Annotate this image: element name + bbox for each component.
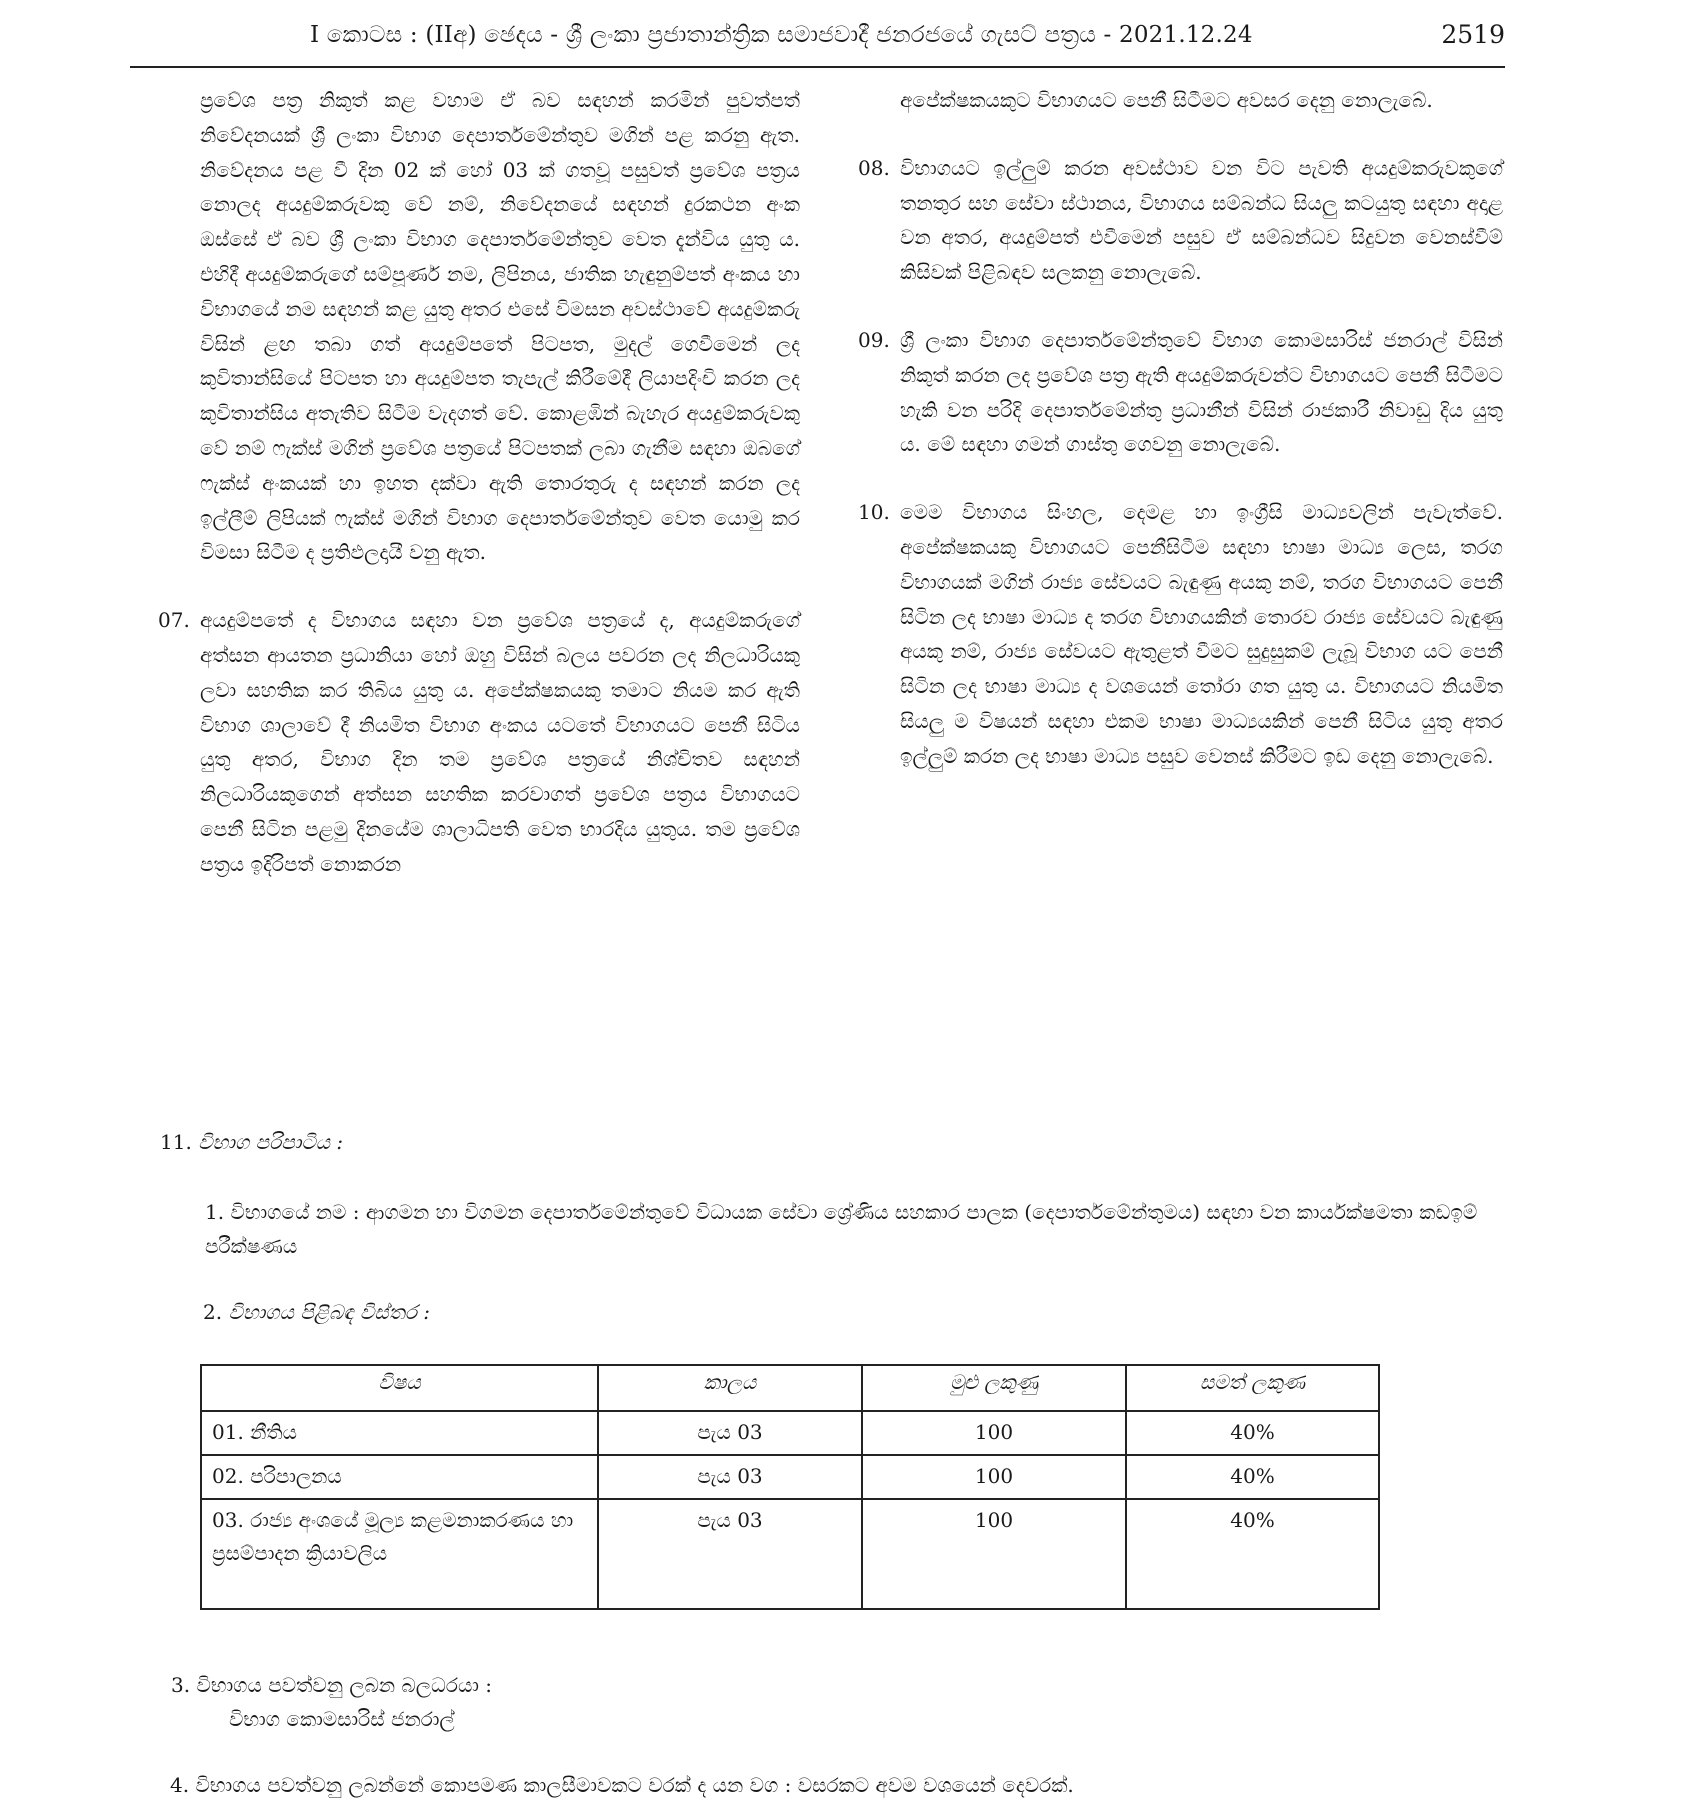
paragraph-07 (158, 603, 800, 881)
paragraph-09 (858, 323, 1503, 462)
cell-duration: පැය 03 (598, 1411, 862, 1455)
cell-subject: 02. පරිපාලනය (201, 1455, 598, 1499)
paragraph-text: ශ්‍රී ලංකා විභාග දෙපාර්තමේන්තුවේ විභාග කොමසාරිස් ජනරාල් විසින් නිකුත් කරන ලද ප්‍රවේශ පත්‍ර ඇති අයදුම්කරුවන්ට විභාගයට පෙනී සිටීමට හැකි වන පරිදි දෙපාර්තමේන්තු ප්‍රධානීන් විසින් රාජකාරී නිවාඩු දිය යුතු ය. මේ සඳහා ගමන් ගාස්තු ගෙවනු නොලැබේ. (900, 327, 1503, 457)
right-column (858, 83, 1503, 774)
left-column (158, 83, 800, 882)
column-header-pass-mark: සමත් ලකුණ (1126, 1365, 1379, 1411)
paragraph-10 (858, 495, 1503, 773)
item-exam-details (203, 1295, 1203, 1329)
section-11-heading (160, 1125, 1510, 1159)
cell-total-marks: 100 (862, 1499, 1126, 1609)
section-title: විභාග පරිපාටිය : (198, 1130, 344, 1154)
column-header-subject: විෂය (201, 1365, 598, 1411)
header-divider (130, 66, 1505, 68)
item-number: 1. (205, 1200, 225, 1224)
table-row (201, 1411, 1379, 1455)
paragraph-number: 07. (158, 608, 190, 633)
cell-duration: පැය 03 (598, 1499, 862, 1609)
cell-subject: 01. නීතිය (201, 1411, 598, 1455)
cell-pass-mark: 40% (1126, 1455, 1379, 1499)
item-number: 4. (170, 1773, 190, 1797)
table-row (201, 1455, 1379, 1499)
item-label: විභාගය පවත්වනු ලබන බලධරයා : (196, 1673, 493, 1697)
cell-duration: පැය 03 (598, 1455, 862, 1499)
item-exam-authority (171, 1668, 1471, 1736)
paragraph-number: 10. (858, 500, 890, 525)
page-number: 2519 (1441, 20, 1505, 49)
section-number: 11. (160, 1130, 192, 1154)
item-heading: විභාගය පිළිබඳ විස්තර : (228, 1300, 431, 1324)
exam-subjects-table (200, 1364, 1380, 1610)
cell-total-marks: 100 (862, 1411, 1126, 1455)
paragraph-text: අයදුම්පතේ ද විභාගය සඳහා වන ප්‍රවේශ පත්‍රයේ ද, අයදුම්කරුගේ අත්සන ආයතන ප්‍රධානියා හෝ ඔහු විසින් බලය පවරන ලද නිලධාරියකු ලවා සහතික කර තිබිය යුතු ය. අපේක්ෂකයකු තමාට නියම කර ඇති විභාග ශාලාවේ දී නියමිත විභාග අංකය යටතේ විභාගයට පෙනී සිටිය යුතු අතර, විභාග දින තම ප්‍රවේශ පත්‍රයේ නිශ්චිතව සඳහන් නිලධාරියකුගෙන් අත්සන සහතික කරවාගත් ප්‍රවේශ පත්‍රය විභාගයට පෙනී සිටින පළමු දිනයේම ශාලාධිපති වෙත භාරදිය යුතුය. තම ප්‍රවේශ පත්‍රය ඉදිරිපත් නොකරන (200, 608, 800, 876)
gazette-header-title: I කොටස : (IIඅ) ඡෙදය - ශ්‍රී ලංකා ප්‍රජාතාන්ත්‍රික සමාජවාදී ජනරජයේ ගැසට් පත්‍රය - 2021.12.24 (310, 22, 1253, 48)
paragraph-number: 08. (858, 155, 890, 180)
column-header-total-marks: මුළු ලකුණු (862, 1365, 1126, 1411)
cell-subject: 03. රාජ්‍ය අංශයේ මූල්‍ය කළමනාකරණය හා ප්‍රසම්පාදන ක්‍රියාවලිය (201, 1499, 598, 1609)
cell-pass-mark: 40% (1126, 1411, 1379, 1455)
item-value: විභාග කොමසාරිස් ජනරාල් (229, 1707, 455, 1731)
cell-total-marks: 100 (862, 1455, 1126, 1499)
paragraph-text: මෙම විභාගය සිංහල, දෙමළ හා ඉංග්‍රීසි මාධ්‍යවලින් පැවැත්වේ. අපේක්ෂකයකු විභාගයට පෙනීසිටීම සඳහා භාෂා මාධ්‍ය ලෙස, තරග විභාගයක් මගින් රාජ්‍ය සේවයට බැඳුණු අයකු නම්, තරග විභාගයට පෙනී සිටින ලද භාෂා මාධ්‍ය ද තරග විභාගයකින් තොරව රාජ්‍ය සේවයට බැඳුණු අයකු නම්, රාජ්‍ය සේවයට ඇතුළත් වීමට සුදුසුකම් ලැබූ විභාග යට පෙනී සිටින ලද භාෂා මාධ්‍ය ද වශයෙන් තෝරා ගත යුතු ය. විභාගයට නියමිත සියලු ම විෂයන් සඳහා එකම භාෂා මාධ්‍යයකින් පෙනී සිටිය යුතු අතර ඉල්ලුම් කරන ලද භාෂා මාධ්‍ය පසුව වෙනස් කිරීමට ඉඩ දෙනු නොලැබේ. (900, 500, 1503, 768)
item-exam-name (205, 1195, 1515, 1263)
paragraph-number: 09. (858, 327, 890, 352)
item-exam-frequency (170, 1768, 1500, 1802)
table-header-row (201, 1365, 1379, 1411)
item-number: 2. (203, 1300, 223, 1324)
item-text: විභාගයේ නම : ආගමන හා විගමන දෙපාර්තමේන්තුවේ විධායක සේවා ශ්‍රේණිය සහකාර පාලක (දෙපාර්තමේන්තුමය) සඳහා වන කාර්යක්ෂමතා කඩඉම් පරීක්ෂණය (205, 1200, 1478, 1258)
paragraph-07-continued: අපේක්ෂකයකුට විභාගයට පෙනී සිටීමට අවසර දෙනු නොලැබේ. (900, 88, 1433, 112)
paragraph-06-continued: ප්‍රවේශ පත්‍ර නිකුත් කළ වහාම ඒ බව සඳහන් කරමින් පුවත්පත් නිවේදනයක් ශ්‍රී ලංකා විභාග දෙපාර්තමේන්තුව මගින් පළ කරනු ඇත. නිවේදනය පළ වී දින 02 ක් හෝ 03 ක් ගතවූ පසුවත් ප්‍රවේශ පත්‍රය නොලද අයදුම්කරුවකු වේ නම්, නිවේදනයේ සඳහන් දුරකථන අංක ඔස්සේ ඒ බව ශ්‍රී ලංකා විභාග දෙපාර්තමේන්තුව වෙත දැන්විය යුතු ය. එහිදී අයදුම්කරුගේ සම්පූර්ණ නම, ලිපිනය, ජාතික හැඳුනුම්පත් අංකය හා විභාගයේ නම සඳහන් කළ යුතු අතර එසේ විමසන අවස්ථාවේ අයදුම්කරු විසින් ළඟ තබා ගත් අයදුම්පතේ පිටපත, මුදල් ගෙවීමෙන් ලද කුවිතාන්සියේ පිටපත හා අයදුම්පත තැපැල් කිරීමේදී ලියාපදිංචි කරන ලද කුවිතාන්සිය අතැතිව සිටීම වැදගත් වේ. කොළඹින් බැහැර අයදුම්කරුවකු වේ නම් ෆැක්ස් මගින් ප්‍රවේශ පත්‍රයේ පිටපතක් ලබා ගැනීම සඳහා ඔබගේ ෆැක්ස් අංකයක් හා ඉහත දක්වා ඇති තොරතුරු ද සඳහන් කරන ලද ඉල්ලීම් ලිපියක් ෆැක්ස් මගින් විභාග දෙපාර්තමේන්තුව වෙත යොමු කර විමසා සිටීම ද ප්‍රතිඵලදායී වනු ඇත. (200, 88, 800, 565)
item-number: 3. (171, 1673, 191, 1697)
paragraph-text: විභාගයට ඉල්ලුම් කරන අවස්ථාව වන විට පැවති අයදුම්කරුවකුගේ තනතුර සහ සේවා ස්ථානය, විභාගය සම්බන්ධ සියලු කටයුතු සඳහා අදාළ වන අතර, අයදුම්පත් එවීමෙන් පසුව ඒ සම්බන්ධව සිදුවන වෙනස්වීම් කිසිවක් පිළිබඳව සලකනු නොලැබේ. (900, 155, 1503, 285)
item-text: විභාගය පවත්වනු ලබන්නේ කොපමණ කාලසීමාවකට වරක් ද යන වග : වසරකට අවම වශයෙන් දෙවරක්. (195, 1773, 1074, 1797)
cell-pass-mark: 40% (1126, 1499, 1379, 1609)
table-row (201, 1499, 1379, 1609)
paragraph-08 (858, 151, 1503, 290)
column-header-duration: කාලය (598, 1365, 862, 1411)
page-header (130, 18, 1505, 66)
